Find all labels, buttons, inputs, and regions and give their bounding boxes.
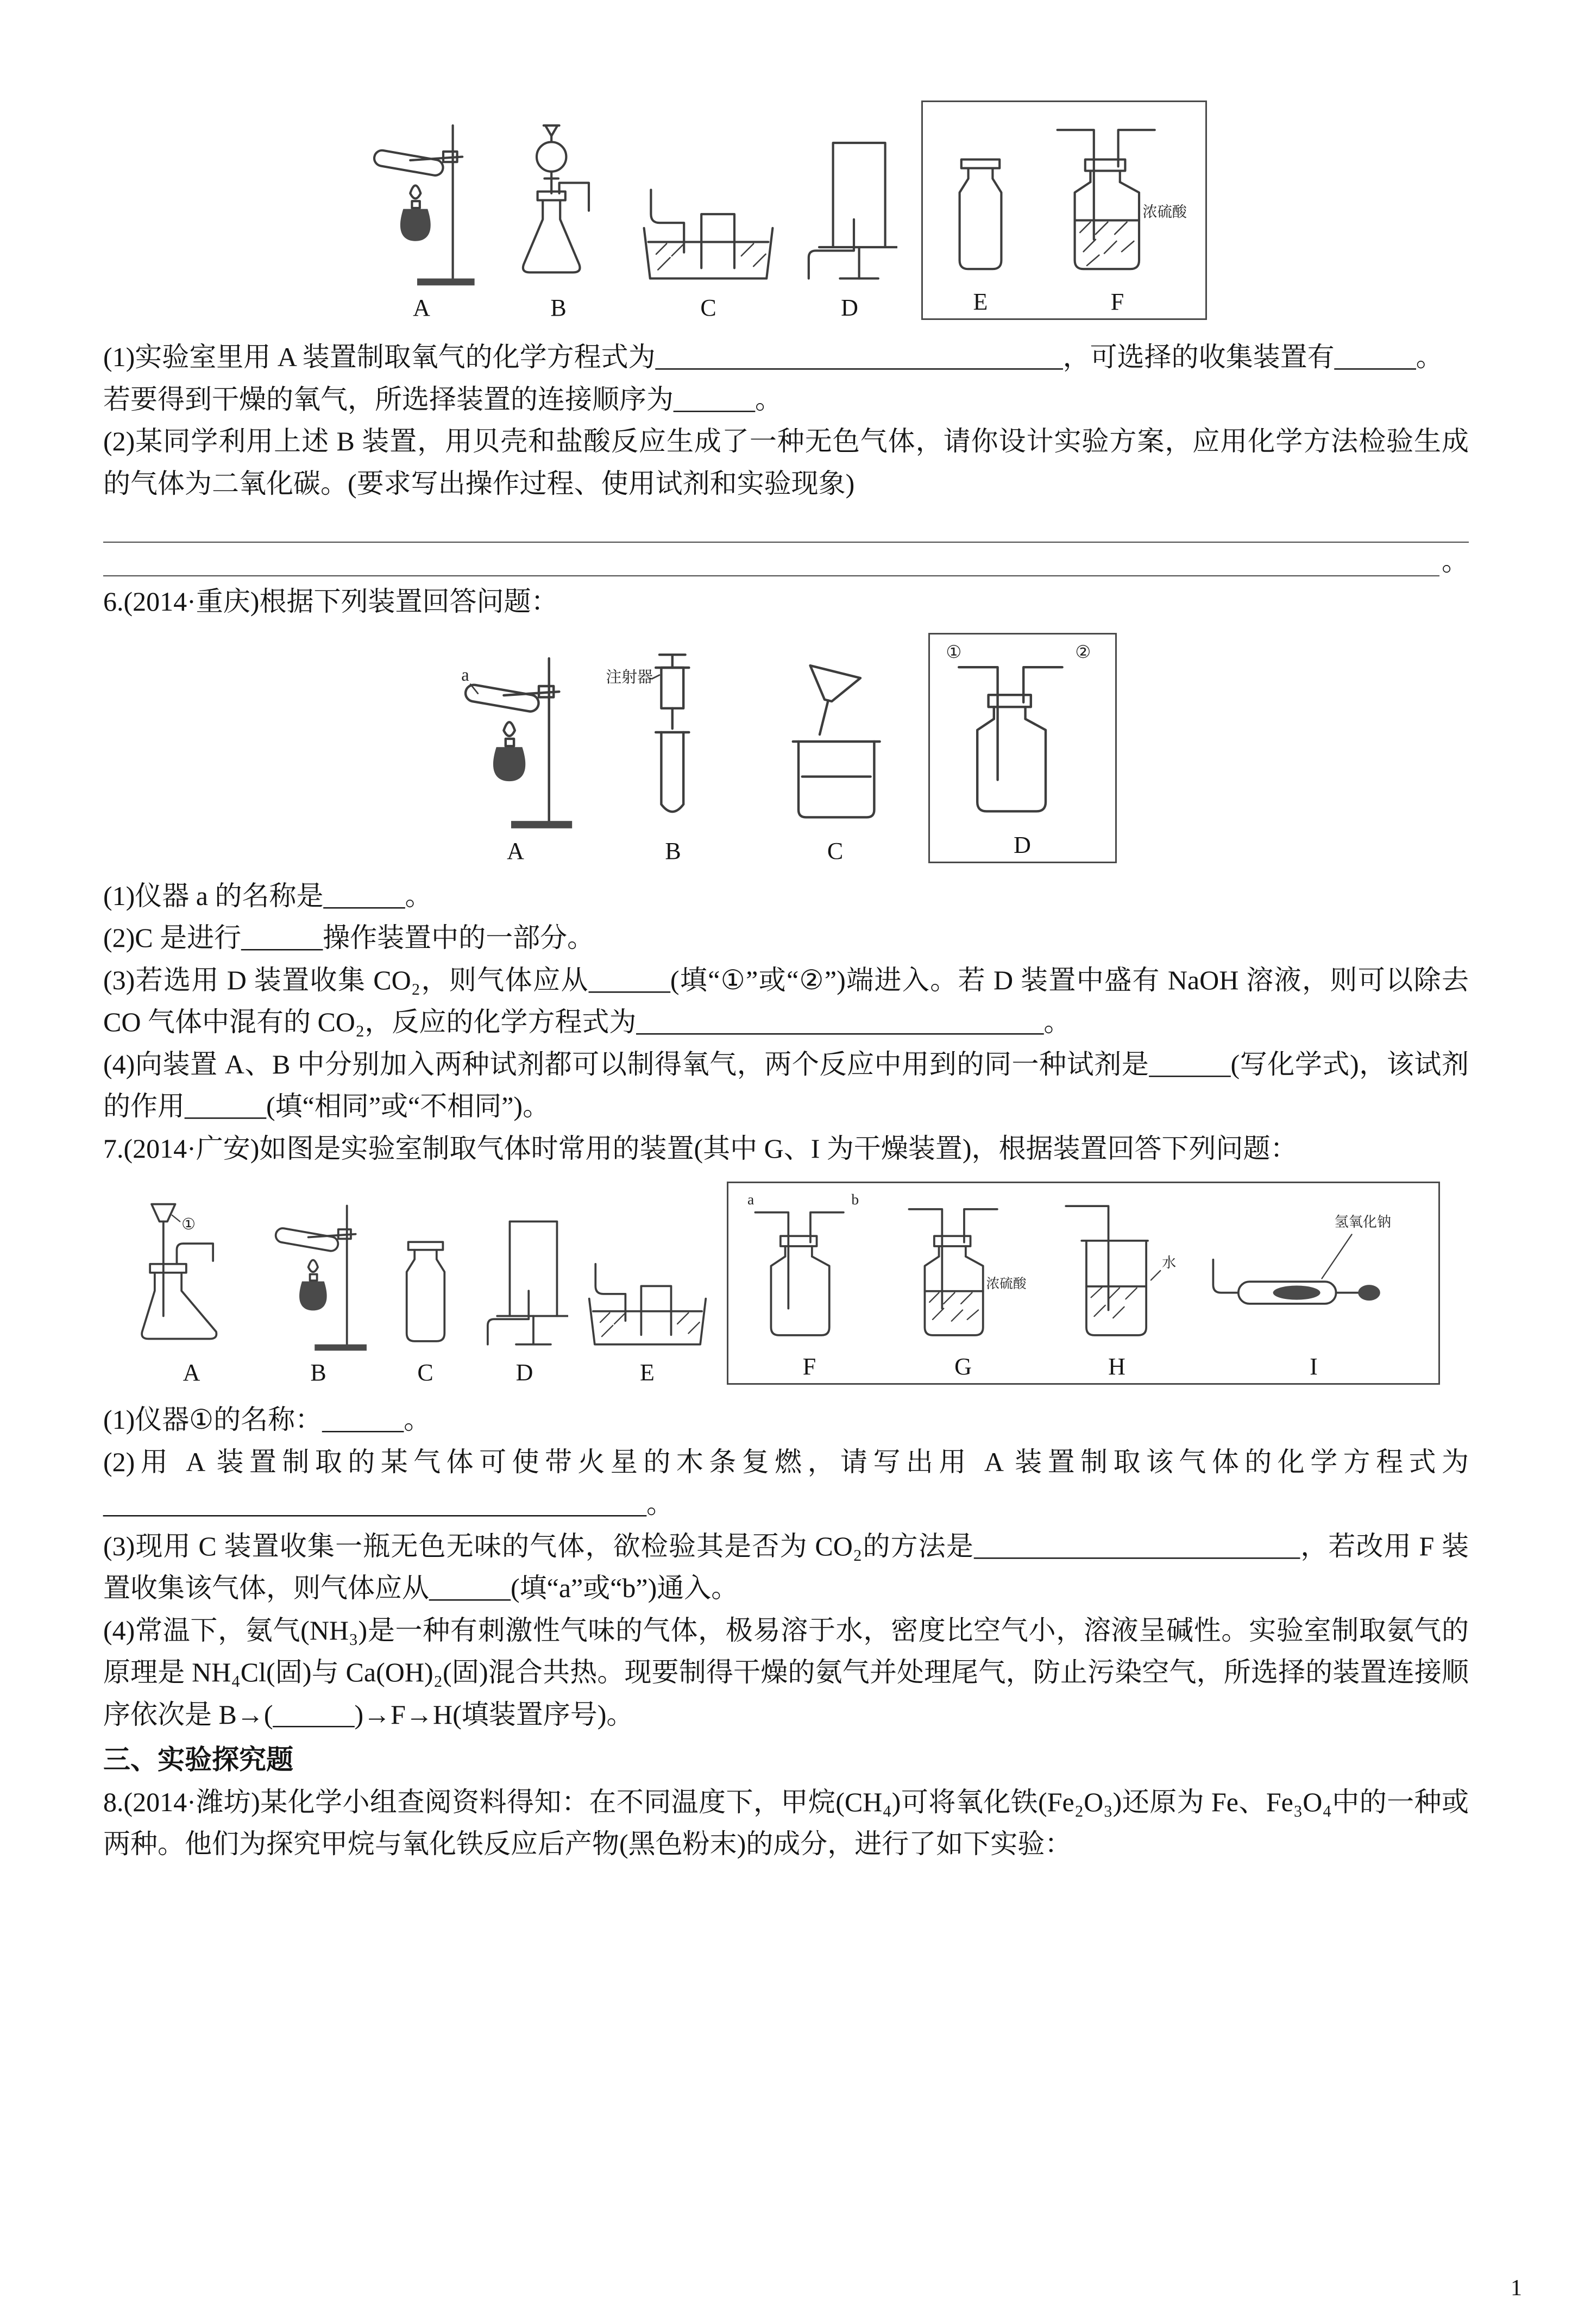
water-bottle-drawing: [1050, 1192, 1184, 1349]
q7-apparatus-B: [267, 1198, 370, 1385]
gas-bottle-drawing: [386, 1198, 465, 1355]
section3-heading: 三、实验探究题: [103, 1744, 293, 1775]
gas-bottle-drawing: [937, 111, 1024, 285]
apparatus-label: D: [515, 1359, 533, 1386]
q5-apparatus-E: [937, 111, 1024, 314]
syringe-label: 注射器: [605, 668, 653, 686]
q5-answer-line-1: [103, 512, 1469, 543]
apparatus-label: C: [700, 294, 716, 321]
heated-test-tube-on-stand-drawing: [267, 1198, 370, 1355]
apparatus-label: B: [550, 294, 567, 321]
q7-apparatus-E: [584, 1198, 710, 1385]
q8-text: 8.(2014·潍坊)某化学小组查阅资料得知：在不同温度下，甲烷(CH₄)可将氧化铁(Fe₂O₃)还原为 Fe、Fe₃O₄中的一种或两种。他们为探究甲烷与氧化铁反应后产物(黑色粉末)的成分，进行了如下实验：: [103, 1786, 1469, 1859]
q5-apparatus-C: [639, 117, 778, 320]
q5-apparatus-D: [802, 117, 897, 320]
q5-apparatus-diagram: [103, 101, 1469, 320]
q5-answer-line-period: 。: [1442, 546, 1469, 576]
apparatus-label: E: [640, 1359, 655, 1386]
q7-title: 7.(2014·广安)如图是实验室制取气体时常用的装置(其中 G、I 为干燥装置)，根据装置回答下列问题：: [103, 1133, 1298, 1164]
q6-part2-text: (2)C 是进行______操作装置中的一部分。: [103, 922, 595, 953]
q5-answer-line-2-row: [103, 546, 1469, 576]
q6-apparatus-C: [771, 649, 900, 863]
q5-part1-text: (1)实验室里用 A 装置制取氧气的化学方程式为______________________________，可选择的收集装置有______。: [103, 342, 1443, 372]
apparatus-label: H: [1108, 1353, 1125, 1380]
syringe-over-test-tube-drawing: [604, 649, 743, 834]
q7-apparatus-diagram: [103, 1182, 1469, 1385]
apparatus-label: C: [827, 837, 844, 864]
q7-apparatus-C: [386, 1198, 465, 1385]
two-neck-gas-bottle-drawing: [944, 643, 1101, 828]
q7-apparatus-group-FGHI: [727, 1182, 1440, 1385]
apparatus-label: D: [841, 294, 858, 321]
apparatus-label: I: [1310, 1353, 1318, 1380]
apparatus-label: D: [1014, 831, 1031, 858]
q7-apparatus-G: [896, 1192, 1030, 1379]
q7-apparatus-F: [743, 1192, 877, 1379]
drying-tube-drawing: [1204, 1192, 1424, 1349]
q6-part1-text: (1)仪器 a 的名称是______。: [103, 880, 432, 911]
q6-apparatus-A: [456, 649, 576, 863]
apparatus-label: E: [973, 288, 988, 315]
q5-apparatus-B: [502, 117, 615, 320]
gas-collection-jar-on-stand-drawing: [481, 1198, 568, 1355]
q7-apparatus-D: [481, 1198, 568, 1385]
q7-apparatus-A: [133, 1198, 251, 1385]
q5-apparatus-F: [1043, 111, 1191, 314]
q5-part1-continued-text: 若要得到干燥的氧气，所选择装置的连接顺序为______。: [103, 384, 782, 414]
port-2-label: ②: [1074, 643, 1091, 662]
funnel-over-beaker-drawing: [771, 649, 900, 834]
water-trough-collection-drawing: [639, 117, 778, 291]
q5-answer-line-2: [103, 546, 1439, 576]
instrument-a-label: a: [461, 664, 469, 684]
apparatus-label: A: [183, 1359, 200, 1386]
q7-apparatus-H: [1050, 1192, 1184, 1379]
q5-apparatus-A: [365, 117, 478, 320]
q6-apparatus-group-D: [928, 633, 1117, 863]
q7-part1-text: (1)仪器①的名称：______。: [103, 1404, 431, 1435]
worksheet-page: [0, 101, 1572, 1866]
circled-1-label: ①: [181, 1216, 196, 1233]
conical-flask-with-thistle-funnel-drawing: [133, 1198, 251, 1355]
port-a-label: a: [747, 1192, 754, 1208]
apparatus-label: A: [507, 837, 524, 864]
gas-washing-bottle-drawing: [1043, 111, 1191, 285]
port-1-label: ①: [945, 643, 961, 662]
heated-test-tube-on-stand-drawing: [365, 117, 478, 291]
q7-apparatus-I: [1204, 1192, 1424, 1379]
flask-with-dropping-funnel-drawing: [502, 117, 615, 291]
page-number: 1: [1511, 2276, 1522, 2301]
conc-sulfuric-acid-label: 浓硫酸: [1142, 204, 1187, 221]
q7-part4-text: (4)常温下，氨气(NH₃)是一种有刺激性气味的气体，极易溶于水，密度比空气小，溶液呈碱性。实验室制取氨气的原理是 NH₄Cl(固)与 Ca(OH)₂(固)混合共热。现要制得干燥的氨气并处理尾气，防止污染空气，所选择的装置连接顺序依次是 B→(______)→F→H(填装置序号)。: [103, 1615, 1469, 1730]
q7-part3-text: (3)现用 C 装置收集一瓶无色无味的气体，欲检验其是否为 CO₂的方法是________________________，若改用 F 装置收集该气体，则气体应从______(填“a”或“b”)通入。: [103, 1530, 1469, 1603]
apparatus-label: B: [310, 1359, 326, 1386]
water-label: 水: [1161, 1255, 1176, 1271]
apparatus-label: C: [417, 1359, 433, 1386]
q6-apparatus-diagram: [103, 633, 1469, 863]
q6-apparatus-D: [944, 643, 1101, 857]
apparatus-label: G: [954, 1353, 972, 1380]
two-port-collection-bottle-drawing: [743, 1192, 877, 1349]
apparatus-label: A: [413, 294, 430, 321]
apparatus-label: F: [1110, 288, 1124, 315]
sodium-hydroxide-label: 氢氧化钠: [1334, 1214, 1391, 1230]
water-trough-collection-drawing: [584, 1198, 710, 1355]
q6-title: 6.(2014·重庆)根据下列装置回答问题：: [103, 586, 558, 617]
apparatus-label: B: [665, 837, 681, 864]
q7-part2-text: (2)用 A 装置制取的某气体可使带火星的木条复燃，请写出用 A 装置制取该气体的化学方程式为________________________________________。: [103, 1446, 1469, 1519]
gas-washing-bottle-drawing: [896, 1192, 1030, 1349]
heated-test-tube-on-stand-drawing: [456, 649, 576, 834]
q6-apparatus-B: [604, 649, 743, 863]
gas-collection-jar-on-stand-drawing: [802, 117, 897, 291]
q6-part4-text: (4)向装置 A、B 中分别加入两种试剂都可以制得氧气，两个反应中用到的同一种试剂是______(写化学式)，该试剂的作用______(填“相同”或“不相同”)。: [103, 1048, 1469, 1121]
conc-sulfuric-acid-label: 浓硫酸: [986, 1276, 1026, 1291]
q5-part2-text: (2)某同学利用上述 B 装置，用贝壳和盐酸反应生成了一种无色气体，请你设计实验方案，应用化学方法检验生成的气体为二氧化碳。(要求写出操作过程、使用试剂和实验现象): [103, 426, 1469, 499]
apparatus-label: F: [802, 1353, 816, 1380]
q6-part3-text: (3)若选用 D 装置收集 CO₂，则气体应从______(填“①”或“②”)端进入。若 D 装置中盛有 NaOH 溶液，则可以除去 CO 气体中混有的 CO₂，反应的化学方程式为______________________________。: [103, 964, 1469, 1037]
q5-apparatus-group-EF: [921, 101, 1207, 320]
port-b-label: b: [851, 1192, 859, 1208]
